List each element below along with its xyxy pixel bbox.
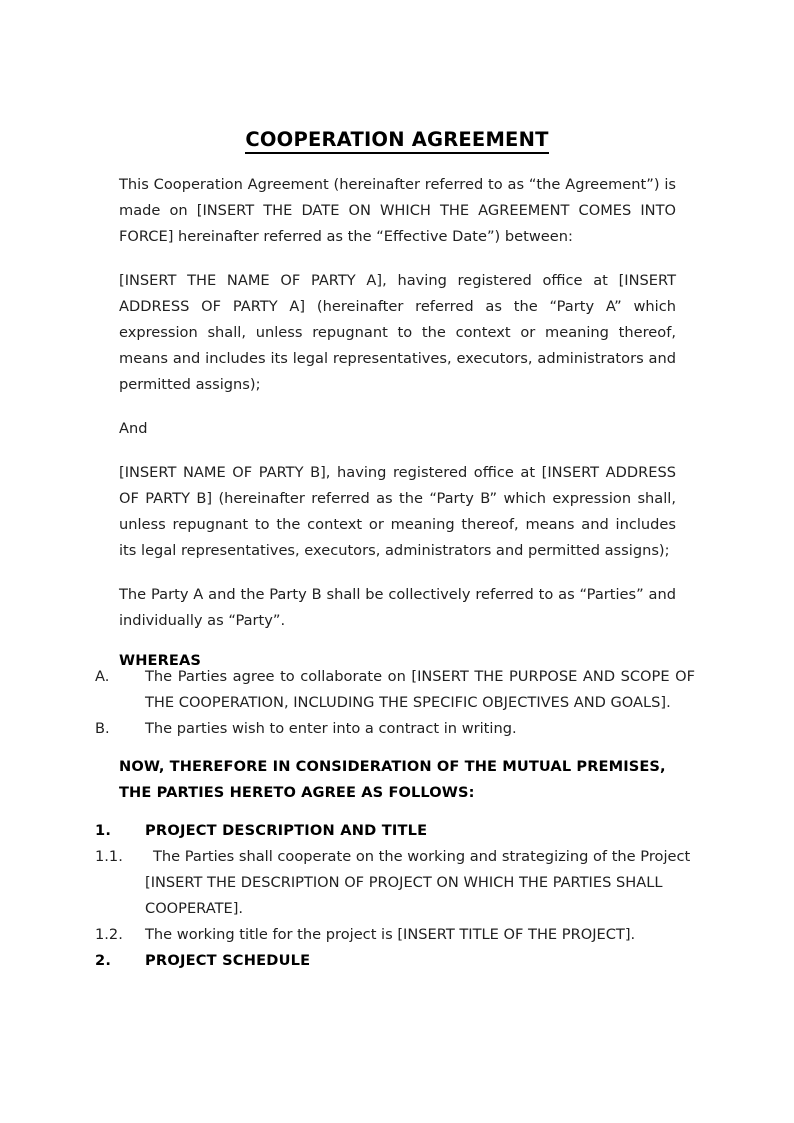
clause-text: PROJECT DESCRIPTION AND TITLE [145, 822, 428, 839]
operative-section [119, 754, 679, 806]
list-item [95, 664, 695, 716]
clause-marker: 2. [95, 952, 112, 969]
intro-paragraph-1: This Cooperation Agreement (hereinafter referred to as “the Agreement”) is made on [INSERT THE DATE ON WHICH THE AGREEMENT COMES INTO FORCE] hereinafter referred as the “Effective Date”) between: [119, 176, 676, 245]
clause-row-1 [95, 818, 695, 844]
clause-marker: 1.1. [95, 848, 123, 865]
party-b-paragraph: [INSERT NAME OF PARTY B], having registered office at [INSERT ADDRESS OF PARTY B] (hereinafter referred as the “Party B” which expression shall, unless repugnant to the context or meaning thereof, means and includes its legal representatives, executors, administrators and permitted assigns); [119, 464, 676, 559]
clause-text: The Parties shall cooperate on the working and strategizing of the Project [INSERT THE DESCRIPTION OF PROJECT ON WHICH THE PARTIES SHALL COOPERATE]. [145, 848, 691, 917]
list-item [95, 716, 695, 742]
page-title-text: COOPERATION AGREEMENT [245, 128, 548, 154]
clause-list [95, 818, 695, 974]
clause-text: The working title for the project is [INSERT TITLE OF THE PROJECT]. [145, 926, 636, 943]
clause-marker: 1. [95, 822, 112, 839]
clause-row-1-1 [95, 844, 695, 922]
list-item-marker: A. [95, 668, 110, 685]
list-item-text: The parties wish to enter into a contract in writing. [145, 720, 517, 737]
conjunction-and: And [119, 420, 148, 437]
operative-heading: NOW, THEREFORE IN CONSIDERATION OF THE MUTUAL PREMISES, THE PARTIES HERETO AGREE AS FOLLOWS: [119, 758, 666, 801]
list-item-text: The Parties agree to collaborate on [INSERT THE PURPOSE AND SCOPE OF THE COOPERATION, INCLUDING THE SPECIFIC OBJECTIVES AND GOALS]. [145, 668, 695, 711]
clause-row-2 [95, 948, 695, 974]
clause-row-1-2 [95, 922, 695, 948]
list-item-marker: B. [95, 720, 110, 737]
page-title [0, 128, 794, 151]
whereas-list [95, 664, 695, 742]
whereas-heading: WHEREAS [119, 652, 201, 669]
clause-marker: 1.2. [95, 926, 123, 943]
party-a-paragraph: [INSERT THE NAME OF PARTY A], having registered office at [INSERT ADDRESS OF PARTY A] (hereinafter referred as the “Party A” which expression shall, unless repugnant to the context or meaning thereof, means and includes its legal representatives, executors, administrators and permitted assigns); [119, 272, 676, 393]
parties-definition-paragraph: The Party A and the Party B shall be collectively referred to as “Parties” and individually as “Party”. [119, 586, 676, 629]
clause-text: PROJECT SCHEDULE [145, 952, 311, 969]
intro-section [119, 172, 676, 692]
